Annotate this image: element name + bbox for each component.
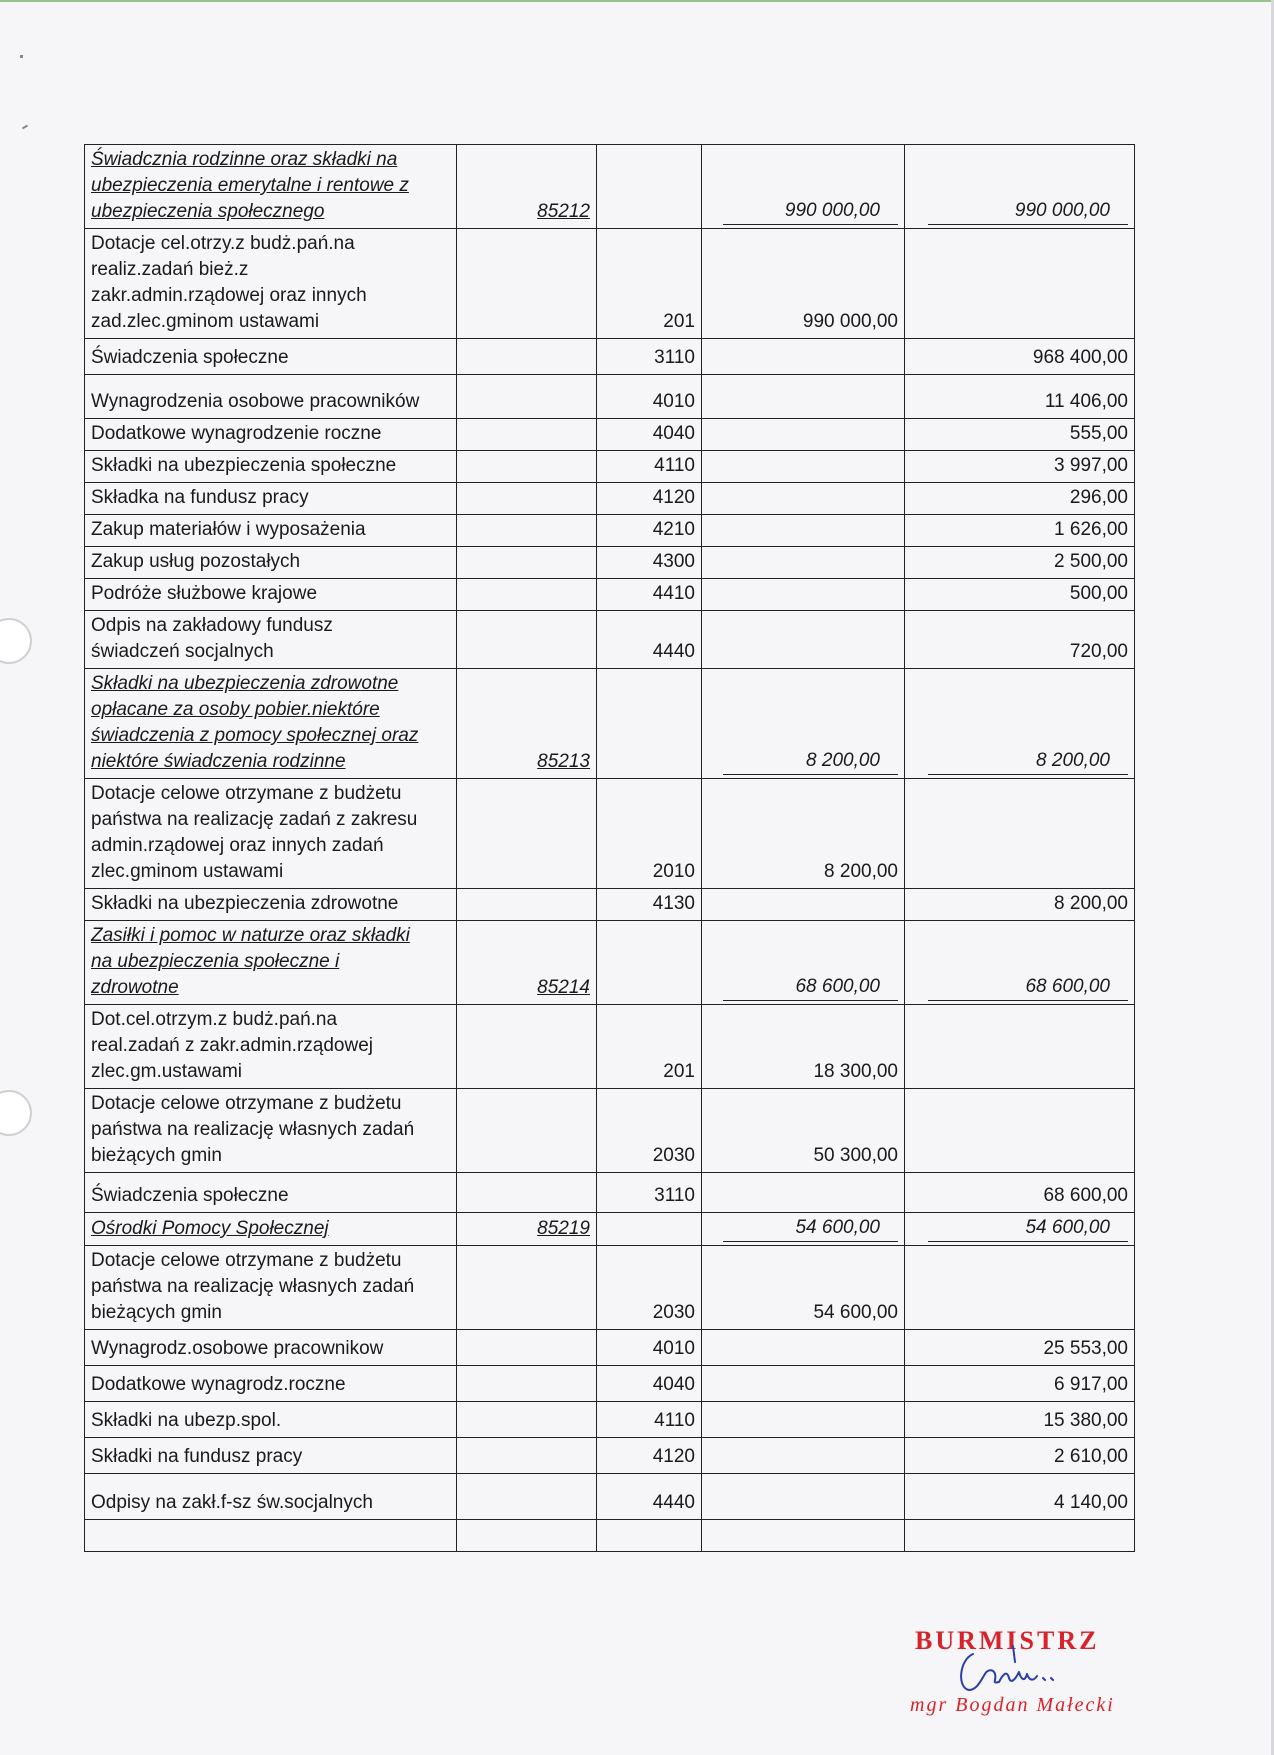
row-description	[85, 419, 457, 451]
income-amount-cell	[702, 1438, 905, 1474]
section-code-cell	[457, 515, 597, 547]
paragraph-code-cell	[597, 515, 702, 547]
section-code-cell	[457, 1438, 597, 1474]
paragraph-code-value: 201	[663, 1061, 695, 1082]
row-description	[85, 1474, 457, 1520]
expense-amount-cell	[905, 515, 1135, 547]
income-amount-cell	[702, 1366, 905, 1402]
expense-amount-cell	[905, 1438, 1135, 1474]
expense-amount-cell	[905, 419, 1135, 451]
paragraph-code-value: 4110	[654, 1410, 695, 1431]
handwritten-signature	[955, 1640, 1075, 1700]
income-amount-cell	[702, 375, 905, 419]
expense-amount-value: 4 140,00	[1054, 1492, 1128, 1513]
row-description	[85, 1246, 457, 1330]
paragraph-code-value: 4010	[652, 1338, 695, 1359]
expense-amount-cell	[905, 611, 1135, 669]
expense-amount-value: 1 626,00	[1054, 519, 1128, 540]
expense-amount-cell	[905, 1474, 1135, 1520]
description-line: zad.zlec.gminom ustawami	[91, 311, 320, 332]
section-code-cell	[457, 229, 597, 339]
row-description	[85, 451, 457, 483]
row-description	[85, 229, 457, 339]
section-code-cell	[457, 921, 597, 1005]
description-line: Ośrodki Pomocy Społecznej	[91, 1218, 329, 1239]
section-code-cell	[457, 547, 597, 579]
expense-amount-cell	[905, 669, 1135, 779]
section-code-cell	[457, 1474, 597, 1520]
income-amount-value: 990 000,00	[723, 198, 898, 225]
expense-amount-value: 2 610,00	[1054, 1446, 1128, 1467]
paragraph-code-cell	[597, 1173, 702, 1213]
paragraph-code-cell	[597, 579, 702, 611]
description-line: niektóre świadczenia rodzinne	[91, 751, 346, 772]
paragraph-code-value: 2030	[652, 1302, 695, 1323]
row-description	[85, 579, 457, 611]
table-row	[85, 1402, 1135, 1438]
income-amount-cell	[702, 1402, 905, 1438]
paragraph-code-value: 4440	[652, 1492, 695, 1513]
income-amount-cell	[702, 515, 905, 547]
section-row	[85, 669, 1135, 779]
stamp-title: BURMISTRZ	[915, 1626, 1100, 1655]
table-row	[85, 1438, 1135, 1474]
paragraph-code-cell	[597, 483, 702, 515]
paragraph-code-value: 201	[663, 311, 695, 332]
income-amount-value: 54 600,00	[813, 1302, 898, 1323]
description-line: Składki na ubezpieczenia zdrowotne	[91, 893, 399, 914]
row-description	[85, 611, 457, 669]
income-amount-cell	[702, 229, 905, 339]
expense-amount-cell	[905, 579, 1135, 611]
expense-amount-value: 8 200,00	[928, 748, 1128, 775]
expense-amount-cell	[905, 779, 1135, 889]
paragraph-code-value: 4010	[652, 391, 695, 412]
description-line: realiz.zadań bież.z	[91, 259, 249, 280]
section-code-cell	[457, 1520, 597, 1552]
row-description	[85, 1213, 457, 1246]
section-code-cell	[457, 1173, 597, 1213]
description-line: Składki na ubezpieczenia zdrowotne	[91, 673, 399, 694]
income-amount-value: 8 200,00	[723, 748, 898, 775]
row-description	[85, 1366, 457, 1402]
table-row	[85, 1330, 1135, 1366]
description-line: Składki na fundusz pracy	[91, 1446, 303, 1467]
section-code-cell	[457, 1366, 597, 1402]
expense-amount-value: 25 553,00	[1043, 1338, 1128, 1359]
description-line: Dotacje celowe otrzymane z budżetu	[91, 1250, 402, 1271]
paragraph-code-value: 3110	[654, 1185, 695, 1206]
description-line: zdrowotne	[91, 977, 179, 998]
table-row	[85, 451, 1135, 483]
scan-speck	[22, 125, 28, 130]
description-line: bieżących gmin	[91, 1145, 222, 1166]
income-amount-cell	[702, 1246, 905, 1330]
paragraph-code-cell	[597, 547, 702, 579]
section-code-cell	[457, 669, 597, 779]
scan-speck	[20, 55, 23, 58]
description-line: na ubezpieczenia społeczne i	[91, 951, 340, 972]
description-line: Składki na ubezpieczenia społeczne	[91, 455, 397, 476]
description-line: admin.rządowej oraz innych zadań	[91, 835, 384, 856]
paragraph-code-cell	[597, 1402, 702, 1438]
expense-amount-cell	[905, 1089, 1135, 1173]
description-line: Składka na fundusz pracy	[91, 487, 309, 508]
paragraph-code-value: 2030	[652, 1145, 695, 1166]
income-amount-cell	[702, 339, 905, 375]
row-description	[85, 889, 457, 921]
paragraph-code-cell	[597, 1213, 702, 1246]
expense-amount-cell	[905, 1366, 1135, 1402]
punch-hole-lower	[0, 1090, 32, 1136]
income-amount-cell	[702, 579, 905, 611]
description-line: ubezpieczenia emerytalne i rentowe z	[91, 175, 409, 196]
income-amount-cell	[702, 921, 905, 1005]
description-line: Wynagrodz.osobowe pracownikow	[91, 1338, 384, 1359]
paragraph-code-cell	[597, 1366, 702, 1402]
row-description	[85, 1005, 457, 1089]
expense-amount-cell	[905, 1173, 1135, 1213]
paragraph-code-value: 4040	[652, 1374, 695, 1395]
paragraph-code-cell	[597, 779, 702, 889]
description-line: Dotacje celowe otrzymane z budżetu	[91, 783, 402, 804]
expense-amount-cell	[905, 889, 1135, 921]
paragraph-code-cell	[597, 1520, 702, 1552]
table-row	[85, 419, 1135, 451]
description-line: Dodatkowe wynagrodzenie roczne	[91, 423, 382, 444]
description-line: Zasiłki i pomoc w naturze oraz składki	[91, 925, 410, 946]
expense-amount-cell	[905, 1402, 1135, 1438]
expense-amount-value: 296,00	[1069, 487, 1128, 508]
paragraph-code-cell	[597, 1438, 702, 1474]
table-row	[85, 375, 1135, 419]
table-row	[85, 547, 1135, 579]
paragraph-code-cell	[597, 889, 702, 921]
income-amount-cell	[702, 669, 905, 779]
paragraph-code-value: 4440	[652, 641, 695, 662]
section-code-cell	[457, 1005, 597, 1089]
description-line: opłacane za osoby pobier.niektóre	[91, 699, 380, 720]
expense-amount-value: 990 000,00	[928, 198, 1128, 225]
income-amount-cell	[702, 547, 905, 579]
description-line: państwa na realizację własnych zadań	[91, 1119, 415, 1140]
income-amount-cell	[702, 1089, 905, 1173]
income-amount-cell	[702, 611, 905, 669]
paragraph-code-cell	[597, 145, 702, 229]
expense-amount-cell	[905, 1330, 1135, 1366]
paragraph-code-value: 4300	[652, 551, 695, 572]
description-line: państwa na realizację własnych zadań	[91, 1276, 415, 1297]
expense-amount-value: 11 406,00	[1044, 391, 1128, 412]
expense-amount-cell	[905, 339, 1135, 375]
income-amount-value: 18 300,00	[813, 1061, 898, 1082]
description-line: Zakup materiałów i wyposażenia	[91, 519, 366, 540]
section-code-value: 85212	[537, 201, 590, 222]
table-row	[85, 1005, 1135, 1089]
paragraph-code-cell	[597, 1005, 702, 1089]
paragraph-code-cell	[597, 921, 702, 1005]
paragraph-code-value: 4410	[652, 583, 695, 604]
section-code-cell	[457, 483, 597, 515]
punch-hole-upper	[0, 618, 32, 664]
table-row	[85, 1520, 1135, 1552]
expense-amount-cell	[905, 547, 1135, 579]
description-line: Zakup usług pozostałych	[91, 551, 301, 572]
section-code-cell	[457, 1330, 597, 1366]
description-line: ubezpieczenia społecznego	[91, 201, 325, 222]
section-code-cell	[457, 1402, 597, 1438]
section-row	[85, 145, 1135, 229]
section-code-cell	[457, 779, 597, 889]
table-row	[85, 1474, 1135, 1520]
expense-amount-cell	[905, 921, 1135, 1005]
paragraph-code-value: 4040	[652, 423, 695, 444]
table-row	[85, 611, 1135, 669]
mayor-stamp	[880, 1620, 1140, 1730]
expense-amount-value: 8 200,00	[1054, 893, 1128, 914]
section-code-cell	[457, 889, 597, 921]
row-description	[85, 145, 457, 229]
row-description	[85, 779, 457, 889]
paragraph-code-value: 4210	[652, 519, 695, 540]
income-amount-cell	[702, 779, 905, 889]
section-code-cell	[457, 1213, 597, 1246]
paragraph-code-cell	[597, 229, 702, 339]
table-row	[85, 579, 1135, 611]
expense-amount-value: 68 600,00	[928, 974, 1128, 1001]
description-line: bieżących gmin	[91, 1302, 222, 1323]
row-description	[85, 1173, 457, 1213]
income-amount-cell	[702, 1330, 905, 1366]
expense-amount-cell	[905, 375, 1135, 419]
section-code-cell	[457, 145, 597, 229]
row-description	[85, 1438, 457, 1474]
expense-amount-cell	[905, 451, 1135, 483]
row-description	[85, 515, 457, 547]
expense-amount-value: 54 600,00	[928, 1215, 1128, 1242]
expense-amount-cell	[905, 483, 1135, 515]
paragraph-code-cell	[597, 419, 702, 451]
income-amount-value: 68 600,00	[723, 974, 898, 1001]
description-line: Dotacje celowe otrzymane z budżetu	[91, 1093, 402, 1114]
description-line: Świadcznia rodzinne oraz składki na	[91, 149, 398, 170]
section-code-cell	[457, 451, 597, 483]
description-line: Składki na ubezp.spol.	[91, 1410, 282, 1431]
section-code-cell	[457, 579, 597, 611]
section-code-value: 85219	[537, 1218, 590, 1239]
section-code-value: 85214	[537, 977, 590, 998]
paragraph-code-cell	[597, 451, 702, 483]
description-line: świadczeń socjalnych	[91, 641, 274, 662]
paragraph-code-cell	[597, 669, 702, 779]
expense-amount-cell	[905, 229, 1135, 339]
expense-amount-value: 68 600,00	[1043, 1185, 1128, 1206]
row-description	[85, 375, 457, 419]
row-description	[85, 483, 457, 515]
expense-amount-cell	[905, 1005, 1135, 1089]
table-row	[85, 779, 1135, 889]
income-amount-value: 54 600,00	[723, 1215, 898, 1242]
description-line: real.zadań z zakr.admin.rządowej	[91, 1035, 373, 1056]
description-line: Dotacje cel.otrzy.z budż.pań.na	[91, 233, 355, 254]
row-description	[85, 1520, 457, 1552]
expense-amount-cell	[905, 1246, 1135, 1330]
row-description	[85, 1089, 457, 1173]
expense-amount-value: 15 380,00	[1043, 1410, 1128, 1431]
income-amount-value: 8 200,00	[824, 861, 898, 882]
expense-amount-cell	[905, 1520, 1135, 1552]
paragraph-code-value: 2010	[652, 861, 695, 882]
paragraph-code-value: 3110	[654, 347, 695, 368]
row-description	[85, 1330, 457, 1366]
description-line: Świadczenia społeczne	[91, 1185, 289, 1206]
row-description	[85, 547, 457, 579]
table-row	[85, 339, 1135, 375]
paragraph-code-value: 4120	[652, 1446, 695, 1467]
table-row	[85, 483, 1135, 515]
expense-amount-cell	[905, 145, 1135, 229]
expense-amount-value: 6 917,00	[1054, 1374, 1128, 1395]
description-line: Dodatkowe wynagrodz.roczne	[91, 1374, 346, 1395]
section-code-cell	[457, 1089, 597, 1173]
income-amount-cell	[702, 1520, 905, 1552]
description-line: zakr.admin.rządowej oraz innych	[91, 285, 367, 306]
row-description	[85, 339, 457, 375]
paragraph-code-cell	[597, 611, 702, 669]
section-code-cell	[457, 611, 597, 669]
section-code-cell	[457, 339, 597, 375]
expense-amount-cell	[905, 1213, 1135, 1246]
income-amount-value: 990 000,00	[802, 311, 898, 332]
paragraph-code-cell	[597, 1474, 702, 1520]
paragraph-code-value: 4110	[654, 455, 695, 476]
description-line: Odpis na zakładowy fundusz	[91, 615, 333, 636]
row-description	[85, 669, 457, 779]
paragraph-code-cell	[597, 1246, 702, 1330]
description-line: Podróże służbowe krajowe	[91, 583, 318, 604]
section-row	[85, 1213, 1135, 1246]
scan-top-edge	[0, 0, 1274, 2]
description-line: Świadczenia społeczne	[91, 347, 289, 368]
row-description	[85, 1402, 457, 1438]
paragraph-code-cell	[597, 1330, 702, 1366]
table-row	[85, 1366, 1135, 1402]
paragraph-code-value: 4120	[652, 487, 695, 508]
table-row	[85, 515, 1135, 547]
description-line: Odpisy na zakł.f-sz św.socjalnych	[91, 1492, 373, 1513]
description-line: zlec.gminom ustawami	[91, 861, 284, 882]
description-line: zlec.gm.ustawami	[91, 1061, 242, 1082]
income-amount-value: 50 300,00	[813, 1145, 898, 1166]
budget-table-body	[85, 145, 1135, 1552]
income-amount-cell	[702, 1474, 905, 1520]
description-line: świadczenia z pomocy społecznej oraz	[91, 725, 419, 746]
expense-amount-value: 2 500,00	[1054, 551, 1128, 572]
budget-table	[84, 144, 1135, 1552]
income-amount-cell	[702, 1005, 905, 1089]
section-code-cell	[457, 1246, 597, 1330]
paragraph-code-cell	[597, 1089, 702, 1173]
description-line: Wynagrodzenia osobowe pracowników	[91, 391, 420, 412]
paragraph-code-cell	[597, 375, 702, 419]
table-row	[85, 1089, 1135, 1173]
section-code-cell	[457, 375, 597, 419]
income-amount-cell	[702, 1173, 905, 1213]
section-code-value: 85213	[537, 751, 590, 772]
table-row	[85, 1246, 1135, 1330]
income-amount-cell	[702, 419, 905, 451]
stamp-name: mgr Bogdan Małecki	[910, 1694, 1115, 1716]
income-amount-cell	[702, 889, 905, 921]
expense-amount-value: 720,00	[1069, 641, 1128, 662]
description-line: państwa na realizację zadań z zakresu	[91, 809, 418, 830]
expense-amount-value: 968 400,00	[1032, 347, 1128, 368]
paragraph-code-value: 4130	[652, 893, 695, 914]
expense-amount-value: 500,00	[1069, 583, 1128, 604]
row-description	[85, 921, 457, 1005]
income-amount-cell	[702, 1213, 905, 1246]
table-row	[85, 889, 1135, 921]
expense-amount-value: 3 997,00	[1054, 455, 1128, 476]
income-amount-cell	[702, 451, 905, 483]
income-amount-cell	[702, 145, 905, 229]
expense-amount-value: 555,00	[1069, 423, 1128, 444]
paragraph-code-cell	[597, 339, 702, 375]
table-row	[85, 1173, 1135, 1213]
section-code-cell	[457, 419, 597, 451]
income-amount-cell	[702, 483, 905, 515]
description-line: Dot.cel.otrzym.z budż.pań.na	[91, 1009, 338, 1030]
table-row	[85, 229, 1135, 339]
section-row	[85, 921, 1135, 1005]
